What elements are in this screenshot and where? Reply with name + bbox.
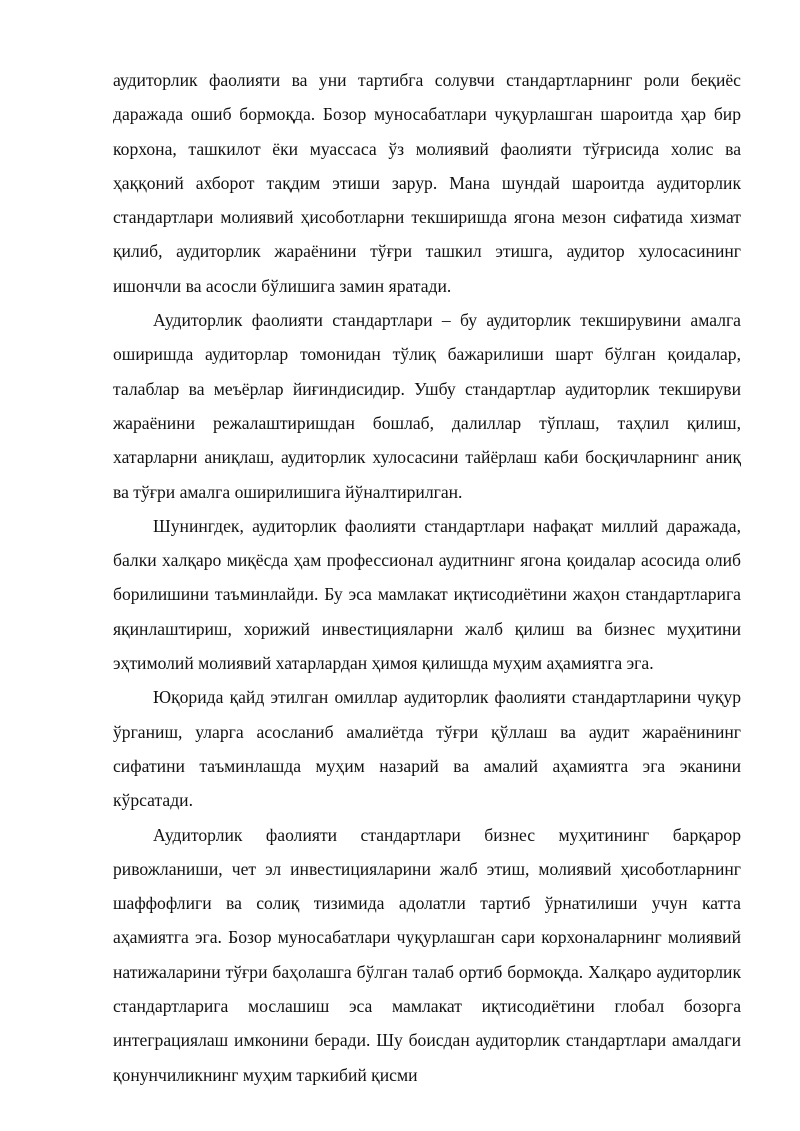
- paragraph-continuation: аудиторлик фаолияти ва уни тартибга солувчи стандартларнинг роли беқиёс даражада ошиб бормоқда. Бозор муносабатлари чуқурлашган шароитда ҳар бир корхона, ташкилот ёки муассаса ўз молиявий фаолияти тўғрисида холис ва ҳаққоний ахборот тақдим этиши зарур. Мана шундай шароитда аудиторлик стандартлари молиявий ҳисоботларни текширишда ягона мезон сифатида хизмат қилиб, аудиторлик жараёнини тўғри ташкил этишга, аудитор хулосасининг ишончли ва асосли бўлишига замин яратади.: [113, 70, 741, 296]
- paragraph-standards-definition: Аудиторлик фаолияти стандартлари – бу аудиторлик текширувини амалга оширишда аудиторлар томонидан тўлиқ бажарилиши шарт бўлган қоидалар, талаблар ва меъёрлар йиғиндисидир. Ушбу стандартлар аудиторлик текшируви жараёнини режалаштиришдан бошлаб, далиллар тўплаш, таҳлил қилиш, хатарларни аниқлаш, аудиторлик хулосасини тайёрлаш каби босқичларнинг аниқ ва тўғри амалга оширилишига йўналтирилган.: [113, 310, 741, 502]
- paragraph-business-environment: Аудиторлик фаолияти стандартлари бизнес муҳитининг барқарор ривожланиши, чет эл инвестицияларини жалб этиш, молиявий ҳисоботларнинг шаффофлиги ва солиқ тизимида адолатли тартиб ўрнатилиши учун катта аҳамиятга эга. Бозор муносабатлари чуқурлашган сари корхоналарнинг молиявий натижаларини тўғри баҳолашга бўлган талаб ортиб бормоқда. Халқаро аудиторлик стандартларига мослашиш эса мамлакат иқтисодиётини глобал бозорга интеграциялаш имконини беради. Шу боисдан аудиторлик стандартлари амалдаги қонунчиликнинг муҳим таркибий қисми: [113, 824, 741, 1085]
- document-page: [113, 63, 741, 1092]
- paragraph-international-scope: Шунингдек, аудиторлик фаолияти стандартлари нафақат миллий даражада, балки халқаро миқёсда ҳам профессионал аудитнинг ягона қоидалар асосида олиб борилишини таъминлайди. Бу эса мамлакат иқтисодиётини жаҳон стандартларига яқинлаштириш, хорижий инвестицияларни жалб қилиш ва бизнес муҳитини эҳтимолий молиявий хатарлардан ҳимоя қилишда муҳим аҳамиятга эга.: [113, 515, 741, 674]
- paragraph-significance: Юқорида қайд этилган омиллар аудиторлик фаолияти стандартларини чуқур ўрганиш, уларга асосланиб амалиётда тўғри қўллаш ва аудит жараёнининг сифатини таъминлашда муҳим назарий ва амалий аҳамиятга эга эканини кўрсатади.: [113, 687, 741, 811]
